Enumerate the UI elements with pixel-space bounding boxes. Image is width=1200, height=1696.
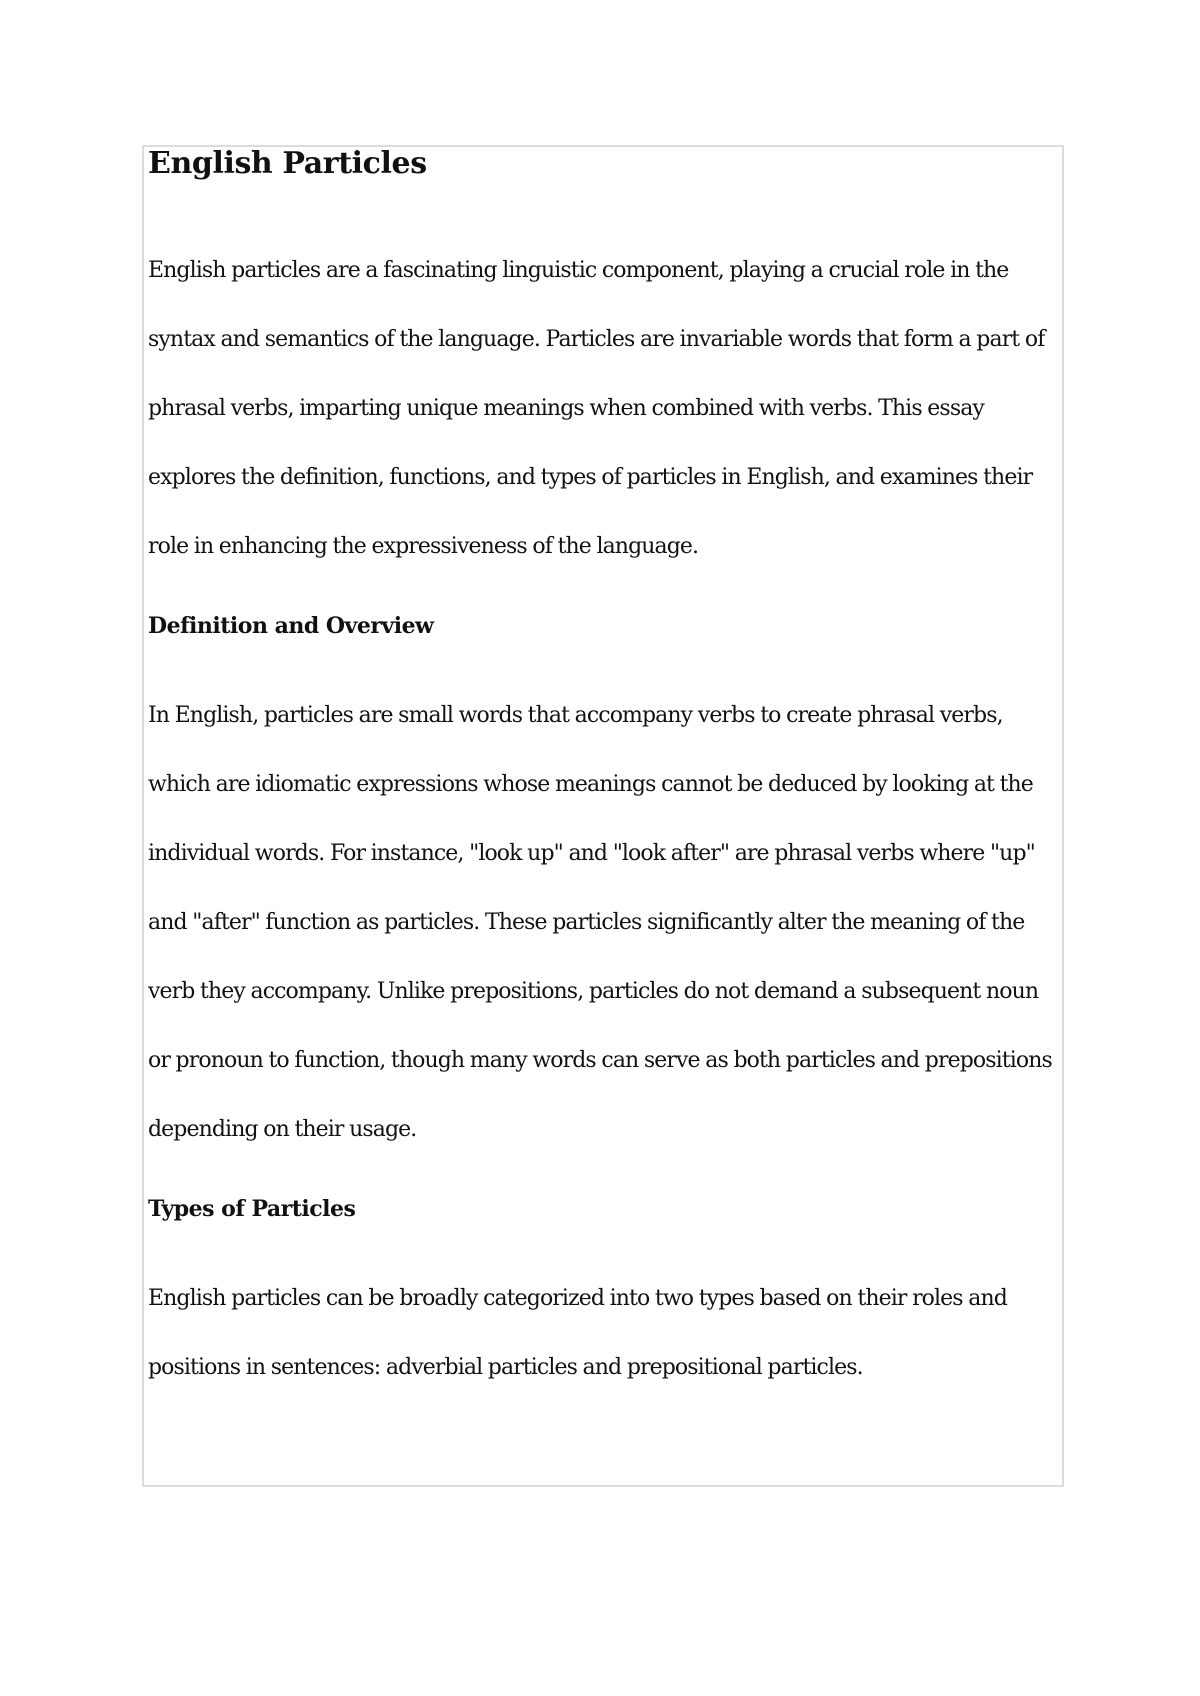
document-page <box>142 145 1064 1487</box>
document-title: English Particles <box>148 146 427 181</box>
intro-paragraph: English particles are a fascinating linguistic component, playing a crucial role in the syntax and semantics of the language. Particles are invariable words that form a part of phrasal verbs, imparting unique meanings when combined with verbs. This essay explores the definition, functions, and types of particles in English, and examines their role in enhancing the expressiveness of the language. <box>148 258 1045 559</box>
section-heading-types: Types of Particles <box>148 1196 356 1222</box>
document-body <box>144 147 1062 1402</box>
types-paragraph: English particles can be broadly categorized into two types based on their roles and positions in sentences: adverbial particles and prepositional particles. <box>148 1286 1007 1380</box>
section-heading-definition: Definition and Overview <box>148 613 434 639</box>
definition-paragraph: In English, particles are small words that accompany verbs to create phrasal verbs, which are idiomatic expressions whose meanings cannot be deduced by looking at the individual words. For instance, "look up" and "look after" are phrasal verbs where "up" and "after" function as particles. These particles significantly alter the meaning of the verb they accompany. Unlike prepositions, particles do not demand a subsequent noun or pronoun to function, though many words can serve as both particles and prepositions depending on their usage. <box>148 703 1052 1142</box>
